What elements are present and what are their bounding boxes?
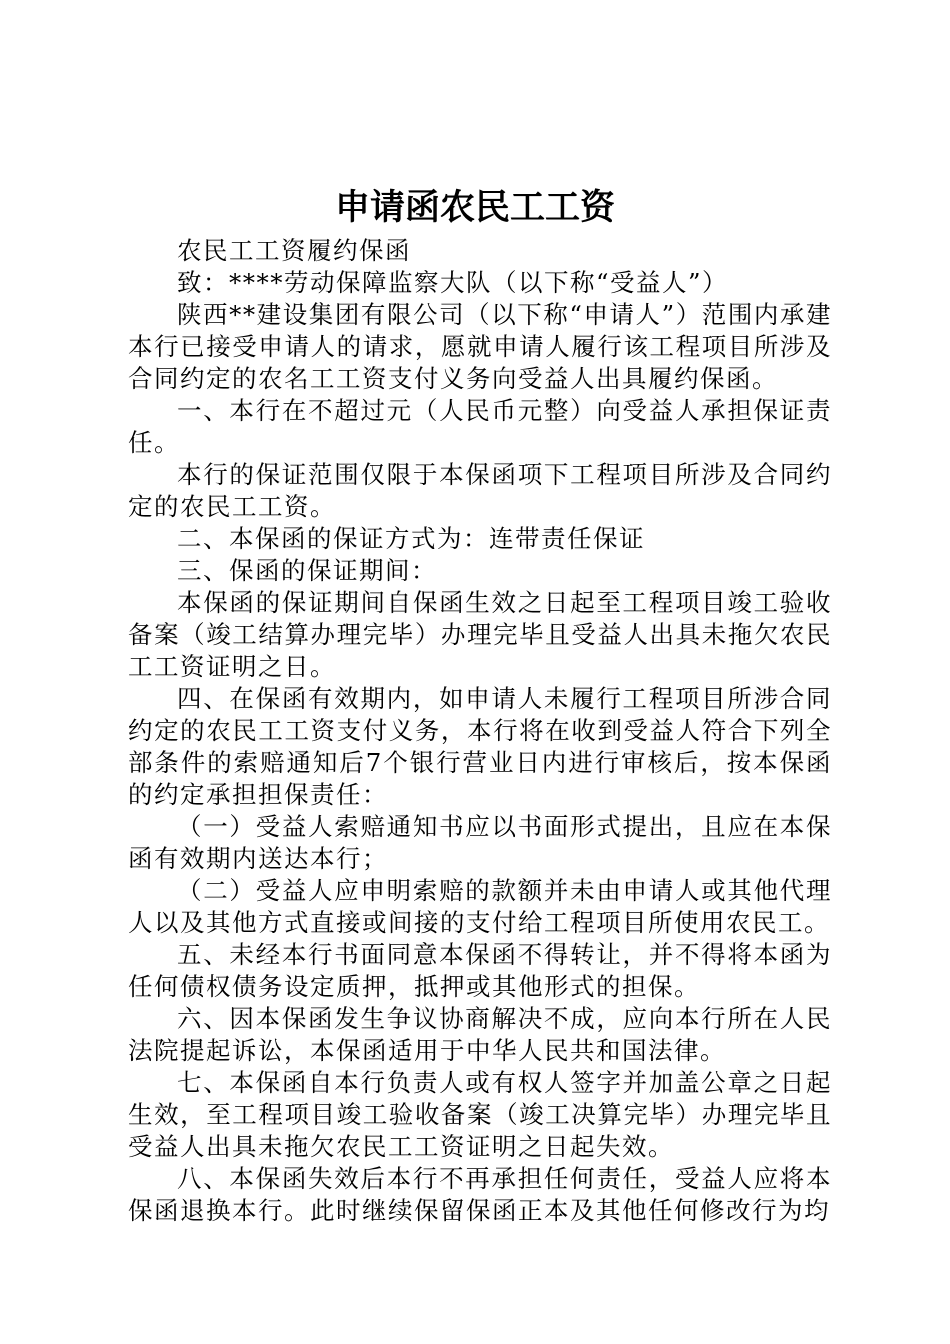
paragraph-intro: 陕西**建设集团有限公司（以下称“申请人”）范围内承建本行已接受申请人的请求，愿就申请人履行该工程项目所涉及合同约定的农名工工资支付义务向受益人出具履约保函。 <box>128 300 832 393</box>
paragraph-clause-5: 五、未经本行书面同意本保函不得转让，并不得将本函为任何债权债务设定质押，抵押或其他形式的担保。 <box>128 940 832 1001</box>
paragraph-subtitle: 农民工工资履约保函 <box>177 236 411 265</box>
paragraph-addressee: 致：****劳动保障监察大队（以下称“受益人”） <box>177 268 729 297</box>
paragraph-clause-1: 一、本行在不超过元（人民币元整）向受益人承担保证责任。 <box>128 396 832 457</box>
paragraph-clause-2: 二、本保函的保证方式为：连带责任保证 <box>177 524 645 553</box>
paragraph-condition-2: （二）受益人应申明索赔的款额并未由申请人或其他代理人以及其他方式直接或间接的支付给工程项目所使用农民工。 <box>128 876 832 937</box>
paragraph-condition-1: （一）受益人索赔通知书应以书面形式提出，且应在本保函有效期内送达本行； <box>128 812 832 873</box>
paragraph-clause-7: 七、本保函自本行负责人或有权人签字并加盖公章之日起生效，至工程项目竣工验收备案（竣工决算完毕）办理完毕且受益人出具未拖欠农民工工资证明之日起失效。 <box>128 1068 832 1161</box>
paragraph-clause-4: 四、在保函有效期内，如申请人未履行工程项目所涉合同约定的农民工工资支付义务，本行将在收到受益人符合下列全部条件的索赔通知后7个银行营业日内进行审核后，按本保函的约定承担担保责任： <box>128 684 832 809</box>
paragraph-scope: 本行的保证范围仅限于本保函项下工程项目所涉及合同约定的农民工工资。 <box>128 460 832 521</box>
paragraph-clause-6: 六、因本保函发生争议协商解决不成，应向本行所在人民法院提起诉讼，本保函适用于中华人民共和国法律。 <box>128 1004 832 1065</box>
paragraph-period: 本保函的保证期间自保函生效之日起至工程项目竣工验收备案（竣工结算办理完毕）办理完毕且受益人出具未拖欠农民工工资证明之日。 <box>128 588 832 681</box>
paragraph-clause-8: 八、本保函失效后本行不再承担任何责任，受益人应将本保函退换本行。此时继续保留保函正本及其他任何修改行为均 <box>128 1164 832 1225</box>
document-body <box>128 235 832 1227</box>
document-title: 申请函农民工工资 <box>334 187 615 228</box>
paragraph-clause-3: 三、保函的保证期间： <box>177 556 437 585</box>
